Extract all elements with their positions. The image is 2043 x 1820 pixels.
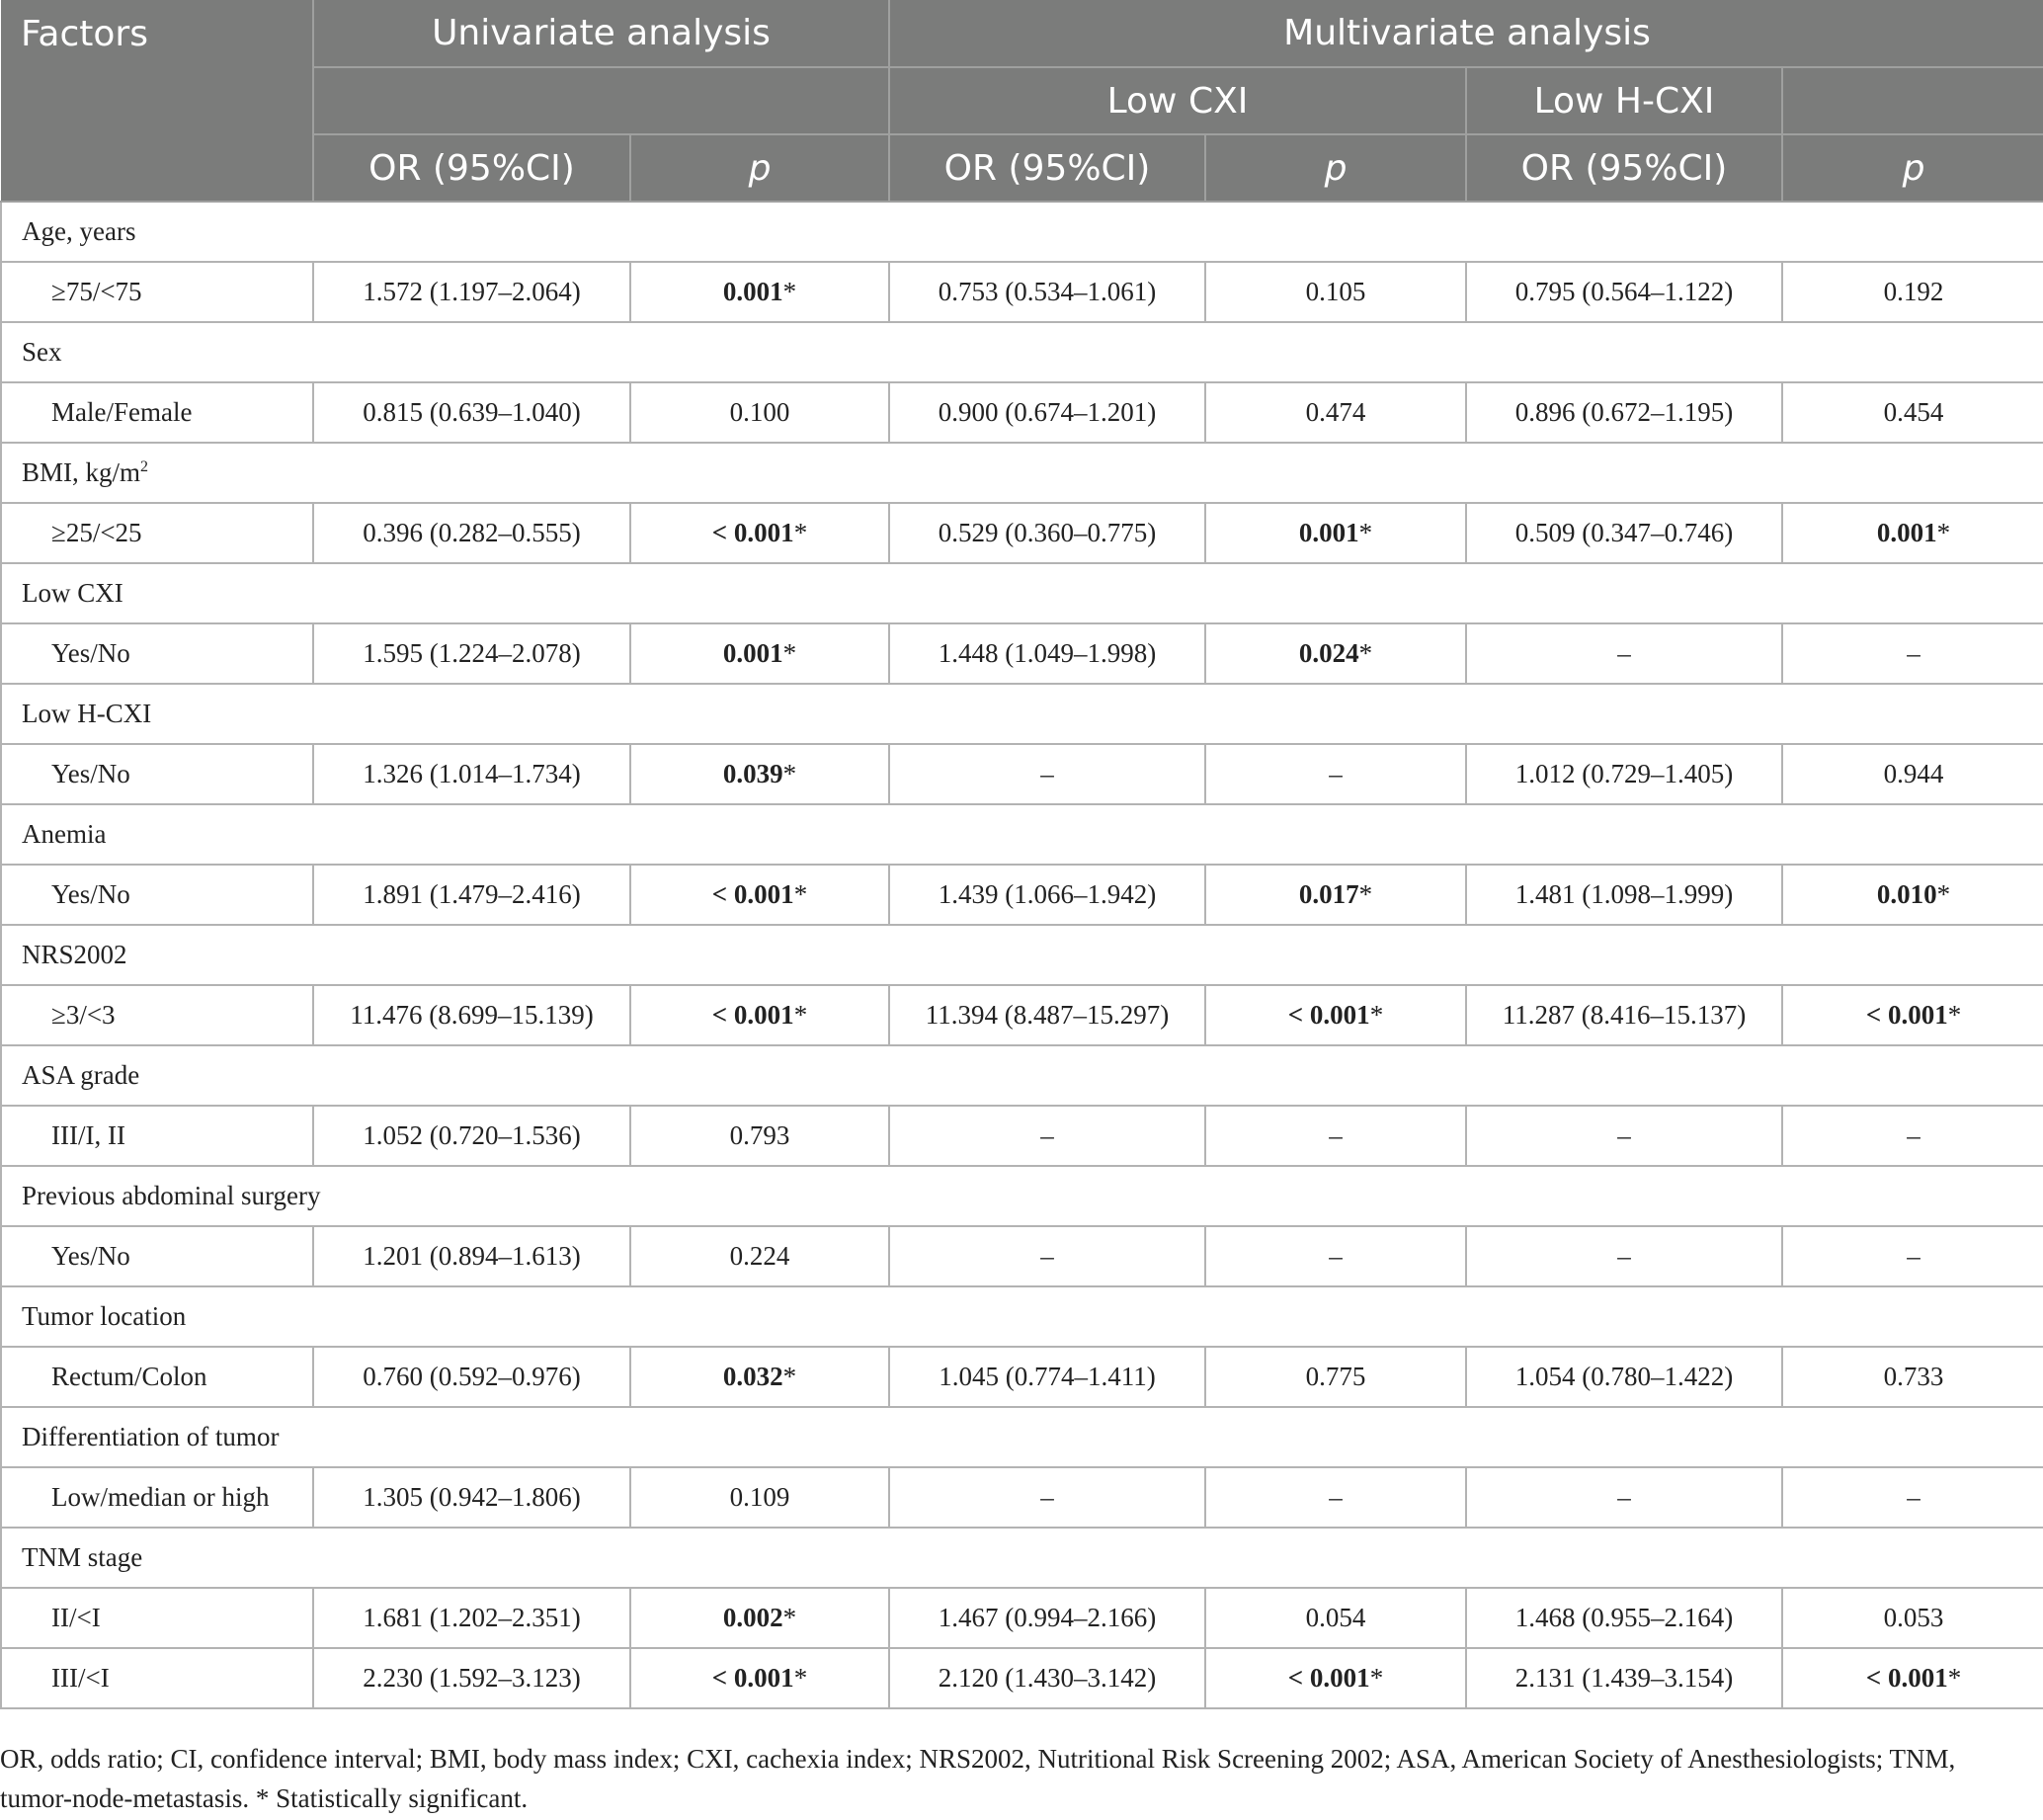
low-cxi-or-cell: – <box>889 744 1205 804</box>
low-cxi-or-cell: 2.120 (1.430–3.142) <box>889 1648 1205 1708</box>
table-row <box>1 262 2043 322</box>
table-row <box>1 1648 2043 1708</box>
univariate-p-cell <box>630 744 889 804</box>
group-name: NRS2002 <box>22 940 127 969</box>
p-value: 0.793 <box>729 1120 790 1150</box>
univariate-or-cell: 2.230 (1.592–3.123) <box>313 1648 630 1708</box>
group-row <box>1 1045 2043 1106</box>
univariate-or-cell: 0.815 (0.639–1.040) <box>313 382 630 443</box>
p-value: 0.944 <box>1883 759 1944 788</box>
low-cxi-or-cell: 1.467 (0.994–2.166) <box>889 1588 1205 1648</box>
univariate-p-cell <box>630 1106 889 1166</box>
low-hcxi-p-cell <box>1782 1648 2043 1708</box>
univariate-p-cell <box>630 1226 889 1286</box>
row-label: Yes/No <box>1 1226 313 1286</box>
p-value: – <box>1329 1482 1343 1512</box>
p-value: 0.001 <box>1298 518 1359 547</box>
significance-marker: * <box>1369 1663 1384 1693</box>
significance-marker: * <box>782 759 797 788</box>
group-row <box>1 925 2043 985</box>
header-low-cxi: Low CXI <box>889 67 1466 134</box>
low-cxi-or-cell: 1.448 (1.049–1.998) <box>889 623 1205 684</box>
group-name: Tumor location <box>22 1301 187 1331</box>
group-name: BMI, kg/m <box>22 457 141 487</box>
significance-marker: * <box>782 277 797 306</box>
low-hcxi-p-cell <box>1782 1226 2043 1286</box>
header-factors: Factors <box>1 0 313 202</box>
p-value: – <box>1329 759 1343 788</box>
table-row <box>1 1467 2043 1528</box>
low-cxi-p-cell <box>1205 1467 1466 1528</box>
header-hcxi-or: OR (95%CI) <box>1466 134 1782 202</box>
p-value: < 0.001 <box>711 518 794 547</box>
low-cxi-p-cell <box>1205 382 1466 443</box>
low-hcxi-p-cell <box>1782 1467 2043 1528</box>
header-cxi-or: OR (95%CI) <box>889 134 1205 202</box>
low-hcxi-p-cell <box>1782 1347 2043 1407</box>
p-value: 0.192 <box>1883 277 1944 306</box>
p-value: 0.001 <box>1876 518 1937 547</box>
table-row <box>1 382 2043 443</box>
p-value: 0.109 <box>729 1482 790 1512</box>
header-hcxi-p: p <box>1782 134 2043 202</box>
row-label: Yes/No <box>1 744 313 804</box>
p-value: < 0.001 <box>711 1000 794 1030</box>
low-hcxi-or-cell: 1.012 (0.729–1.405) <box>1466 744 1782 804</box>
row-label: ≥3/<3 <box>1 985 313 1045</box>
p-value: 0.002 <box>722 1603 783 1632</box>
univariate-p-cell <box>630 1467 889 1528</box>
low-cxi-p-cell <box>1205 985 1466 1045</box>
low-hcxi-p-cell <box>1782 1106 2043 1166</box>
group-name: Differentiation of tumor <box>22 1422 280 1451</box>
low-cxi-or-cell: – <box>889 1106 1205 1166</box>
low-hcxi-or-cell: 11.287 (8.416–15.137) <box>1466 985 1782 1045</box>
p-value: 0.032 <box>722 1362 783 1391</box>
significance-marker: * <box>1936 879 1951 909</box>
group-name: ASA grade <box>22 1060 140 1090</box>
group-name: Anemia <box>22 819 107 849</box>
low-hcxi-or-cell: 0.896 (0.672–1.195) <box>1466 382 1782 443</box>
low-cxi-p-cell <box>1205 1588 1466 1648</box>
group-superscript: 2 <box>140 458 149 475</box>
group-label <box>1 322 2043 382</box>
header-uni-p: p <box>630 134 889 202</box>
univariate-p-cell <box>630 1347 889 1407</box>
group-label <box>1 1286 2043 1347</box>
low-hcxi-p-cell <box>1782 623 2043 684</box>
row-label: Low/median or high <box>1 1467 313 1528</box>
group-row <box>1 443 2043 503</box>
p-value: < 0.001 <box>1865 1663 1948 1693</box>
group-name: Low H-CXI <box>22 699 152 728</box>
header-uni-or: OR (95%CI) <box>313 134 630 202</box>
header-multivariate: Multivariate analysis <box>889 0 2043 67</box>
significance-marker: * <box>1358 638 1373 668</box>
group-row <box>1 1166 2043 1226</box>
table-row <box>1 744 2043 804</box>
p-value: 0.053 <box>1883 1603 1944 1632</box>
table-row <box>1 985 2043 1045</box>
univariate-or-cell: 1.326 (1.014–1.734) <box>313 744 630 804</box>
p-value: – <box>1329 1241 1343 1271</box>
low-hcxi-p-cell <box>1782 985 2043 1045</box>
significance-marker: * <box>793 1000 808 1030</box>
p-value: 0.100 <box>729 397 790 427</box>
low-hcxi-or-cell: 2.131 (1.439–3.154) <box>1466 1648 1782 1708</box>
univariate-p-cell <box>630 865 889 925</box>
univariate-or-cell: 1.305 (0.942–1.806) <box>313 1467 630 1528</box>
significance-marker: * <box>1358 518 1373 547</box>
group-name: TNM stage <box>22 1542 143 1572</box>
table-row <box>1 1347 2043 1407</box>
p-value: 0.010 <box>1876 879 1937 909</box>
low-cxi-or-cell: 1.045 (0.774–1.411) <box>889 1347 1205 1407</box>
univariate-p-cell <box>630 382 889 443</box>
low-hcxi-or-cell: 1.054 (0.780–1.422) <box>1466 1347 1782 1407</box>
univariate-p-cell <box>630 1588 889 1648</box>
p-value: – <box>1329 1120 1343 1150</box>
p-value: 0.105 <box>1305 277 1366 306</box>
univariate-or-cell: 1.891 (1.479–2.416) <box>313 865 630 925</box>
low-cxi-p-cell <box>1205 1648 1466 1708</box>
group-row <box>1 202 2043 262</box>
group-label <box>1 684 2043 744</box>
significance-marker: * <box>782 1362 797 1391</box>
low-cxi-p-cell <box>1205 744 1466 804</box>
low-cxi-p-cell <box>1205 623 1466 684</box>
group-row <box>1 1286 2043 1347</box>
group-label <box>1 925 2043 985</box>
p-value: – <box>1907 1241 1920 1271</box>
univariate-p-cell <box>630 1648 889 1708</box>
header-univariate: Univariate analysis <box>313 0 889 67</box>
p-value: 0.017 <box>1298 879 1359 909</box>
group-row <box>1 1528 2043 1588</box>
p-value: 0.775 <box>1305 1362 1366 1391</box>
table-row <box>1 1588 2043 1648</box>
row-label: Rectum/Colon <box>1 1347 313 1407</box>
low-hcxi-p-cell <box>1782 262 2043 322</box>
group-row <box>1 684 2043 744</box>
univariate-p-cell <box>630 262 889 322</box>
univariate-or-cell: 11.476 (8.699–15.139) <box>313 985 630 1045</box>
low-hcxi-p-cell <box>1782 1588 2043 1648</box>
table-header <box>1 0 2043 202</box>
header-cxi-p: p <box>1205 134 1466 202</box>
group-label <box>1 804 2043 865</box>
low-cxi-p-cell <box>1205 1106 1466 1166</box>
low-cxi-or-cell: 1.439 (1.066–1.942) <box>889 865 1205 925</box>
group-name: Previous abdominal surgery <box>22 1181 321 1210</box>
group-row <box>1 563 2043 623</box>
low-cxi-or-cell: 0.753 (0.534–1.061) <box>889 262 1205 322</box>
univariate-or-cell: 0.396 (0.282–0.555) <box>313 503 630 563</box>
univariate-or-cell: 1.595 (1.224–2.078) <box>313 623 630 684</box>
low-cxi-p-cell <box>1205 865 1466 925</box>
low-hcxi-p-cell <box>1782 382 2043 443</box>
low-hcxi-or-cell: – <box>1466 623 1782 684</box>
univariate-or-cell: 1.681 (1.202–2.351) <box>313 1588 630 1648</box>
low-cxi-or-cell: – <box>889 1467 1205 1528</box>
p-value: 0.001 <box>722 277 783 306</box>
table-row <box>1 503 2043 563</box>
low-cxi-or-cell: 0.529 (0.360–0.775) <box>889 503 1205 563</box>
low-cxi-p-cell <box>1205 1347 1466 1407</box>
low-cxi-p-cell <box>1205 262 1466 322</box>
p-value: 0.054 <box>1305 1603 1366 1632</box>
univariate-or-cell: 1.052 (0.720–1.536) <box>313 1106 630 1166</box>
p-value: 0.224 <box>729 1241 790 1271</box>
low-hcxi-or-cell: – <box>1466 1467 1782 1528</box>
p-value: 0.733 <box>1883 1362 1944 1391</box>
low-hcxi-or-cell: 1.468 (0.955–2.164) <box>1466 1588 1782 1648</box>
p-value: < 0.001 <box>1287 1000 1370 1030</box>
p-value: – <box>1907 1482 1920 1512</box>
group-row <box>1 322 2043 382</box>
univariate-p-cell <box>630 623 889 684</box>
low-hcxi-p-cell <box>1782 744 2043 804</box>
row-label: III/I, II <box>1 1106 313 1166</box>
table-row <box>1 865 2043 925</box>
p-value: 0.001 <box>722 638 783 668</box>
low-hcxi-or-cell: 1.481 (1.098–1.999) <box>1466 865 1782 925</box>
row-label: II/<I <box>1 1588 313 1648</box>
significance-marker: * <box>1369 1000 1384 1030</box>
significance-marker: * <box>793 879 808 909</box>
significance-marker: * <box>1947 1663 1962 1693</box>
low-hcxi-p-cell <box>1782 865 2043 925</box>
header-low-hcxi-blank <box>1782 67 2043 134</box>
p-value: 0.454 <box>1883 397 1944 427</box>
group-label <box>1 1528 2043 1588</box>
header-univariate-blank <box>313 67 889 134</box>
low-hcxi-or-cell: 0.509 (0.347–0.746) <box>1466 503 1782 563</box>
p-value: < 0.001 <box>711 1663 794 1693</box>
group-label <box>1 1407 2043 1467</box>
group-label <box>1 563 2043 623</box>
table-footnote: OR, odds ratio; CI, confidence interval; BMI, body mass index; CXI, cachexia index; NRS2002, Nutritional Risk Screening 2002; ASA, American Society of Anesthesiologists; TNM, tumor-node-metastasis. * Statistically significant. <box>0 1744 1956 1813</box>
significance-marker: * <box>793 518 808 547</box>
p-value: 0.039 <box>722 759 783 788</box>
low-hcxi-p-cell <box>1782 503 2043 563</box>
significance-marker: * <box>782 638 797 668</box>
row-label: ≥75/<75 <box>1 262 313 322</box>
row-label: Yes/No <box>1 623 313 684</box>
group-name: Sex <box>22 337 62 367</box>
row-label: Male/Female <box>1 382 313 443</box>
low-cxi-or-cell: – <box>889 1226 1205 1286</box>
group-label <box>1 1045 2043 1106</box>
univariate-p-cell <box>630 503 889 563</box>
low-hcxi-or-cell: – <box>1466 1106 1782 1166</box>
significance-marker: * <box>1947 1000 1962 1030</box>
significance-marker: * <box>793 1663 808 1693</box>
significance-marker: * <box>1936 518 1951 547</box>
group-name: Low CXI <box>22 578 123 608</box>
significance-marker: * <box>1358 879 1373 909</box>
p-value: – <box>1907 1120 1920 1150</box>
univariate-or-cell: 1.201 (0.894–1.613) <box>313 1226 630 1286</box>
row-label: III/<I <box>1 1648 313 1708</box>
low-hcxi-or-cell: 0.795 (0.564–1.122) <box>1466 262 1782 322</box>
p-value: < 0.001 <box>1287 1663 1370 1693</box>
low-cxi-p-cell <box>1205 1226 1466 1286</box>
table-body <box>1 202 2043 1708</box>
significance-marker: * <box>782 1603 797 1632</box>
table-row <box>1 623 2043 684</box>
row-label: Yes/No <box>1 865 313 925</box>
p-value: 0.024 <box>1298 638 1359 668</box>
row-label: ≥25/<25 <box>1 503 313 563</box>
univariate-p-cell <box>630 985 889 1045</box>
group-label <box>1 443 2043 503</box>
p-value: < 0.001 <box>1865 1000 1948 1030</box>
low-hcxi-or-cell: – <box>1466 1226 1782 1286</box>
p-value: 0.474 <box>1305 397 1366 427</box>
group-row <box>1 804 2043 865</box>
univariate-or-cell: 1.572 (1.197–2.064) <box>313 262 630 322</box>
p-value: < 0.001 <box>711 879 794 909</box>
group-label <box>1 1166 2043 1226</box>
table-row <box>1 1106 2043 1166</box>
table-row <box>1 1226 2043 1286</box>
group-row <box>1 1407 2043 1467</box>
low-cxi-or-cell: 11.394 (8.487–15.297) <box>889 985 1205 1045</box>
group-name: Age, years <box>22 216 136 246</box>
header-low-hcxi: Low H-CXI <box>1466 67 1782 134</box>
group-label <box>1 202 2043 262</box>
univariate-or-cell: 0.760 (0.592–0.976) <box>313 1347 630 1407</box>
low-cxi-or-cell: 0.900 (0.674–1.201) <box>889 382 1205 443</box>
low-cxi-p-cell <box>1205 503 1466 563</box>
p-value: – <box>1907 638 1920 668</box>
